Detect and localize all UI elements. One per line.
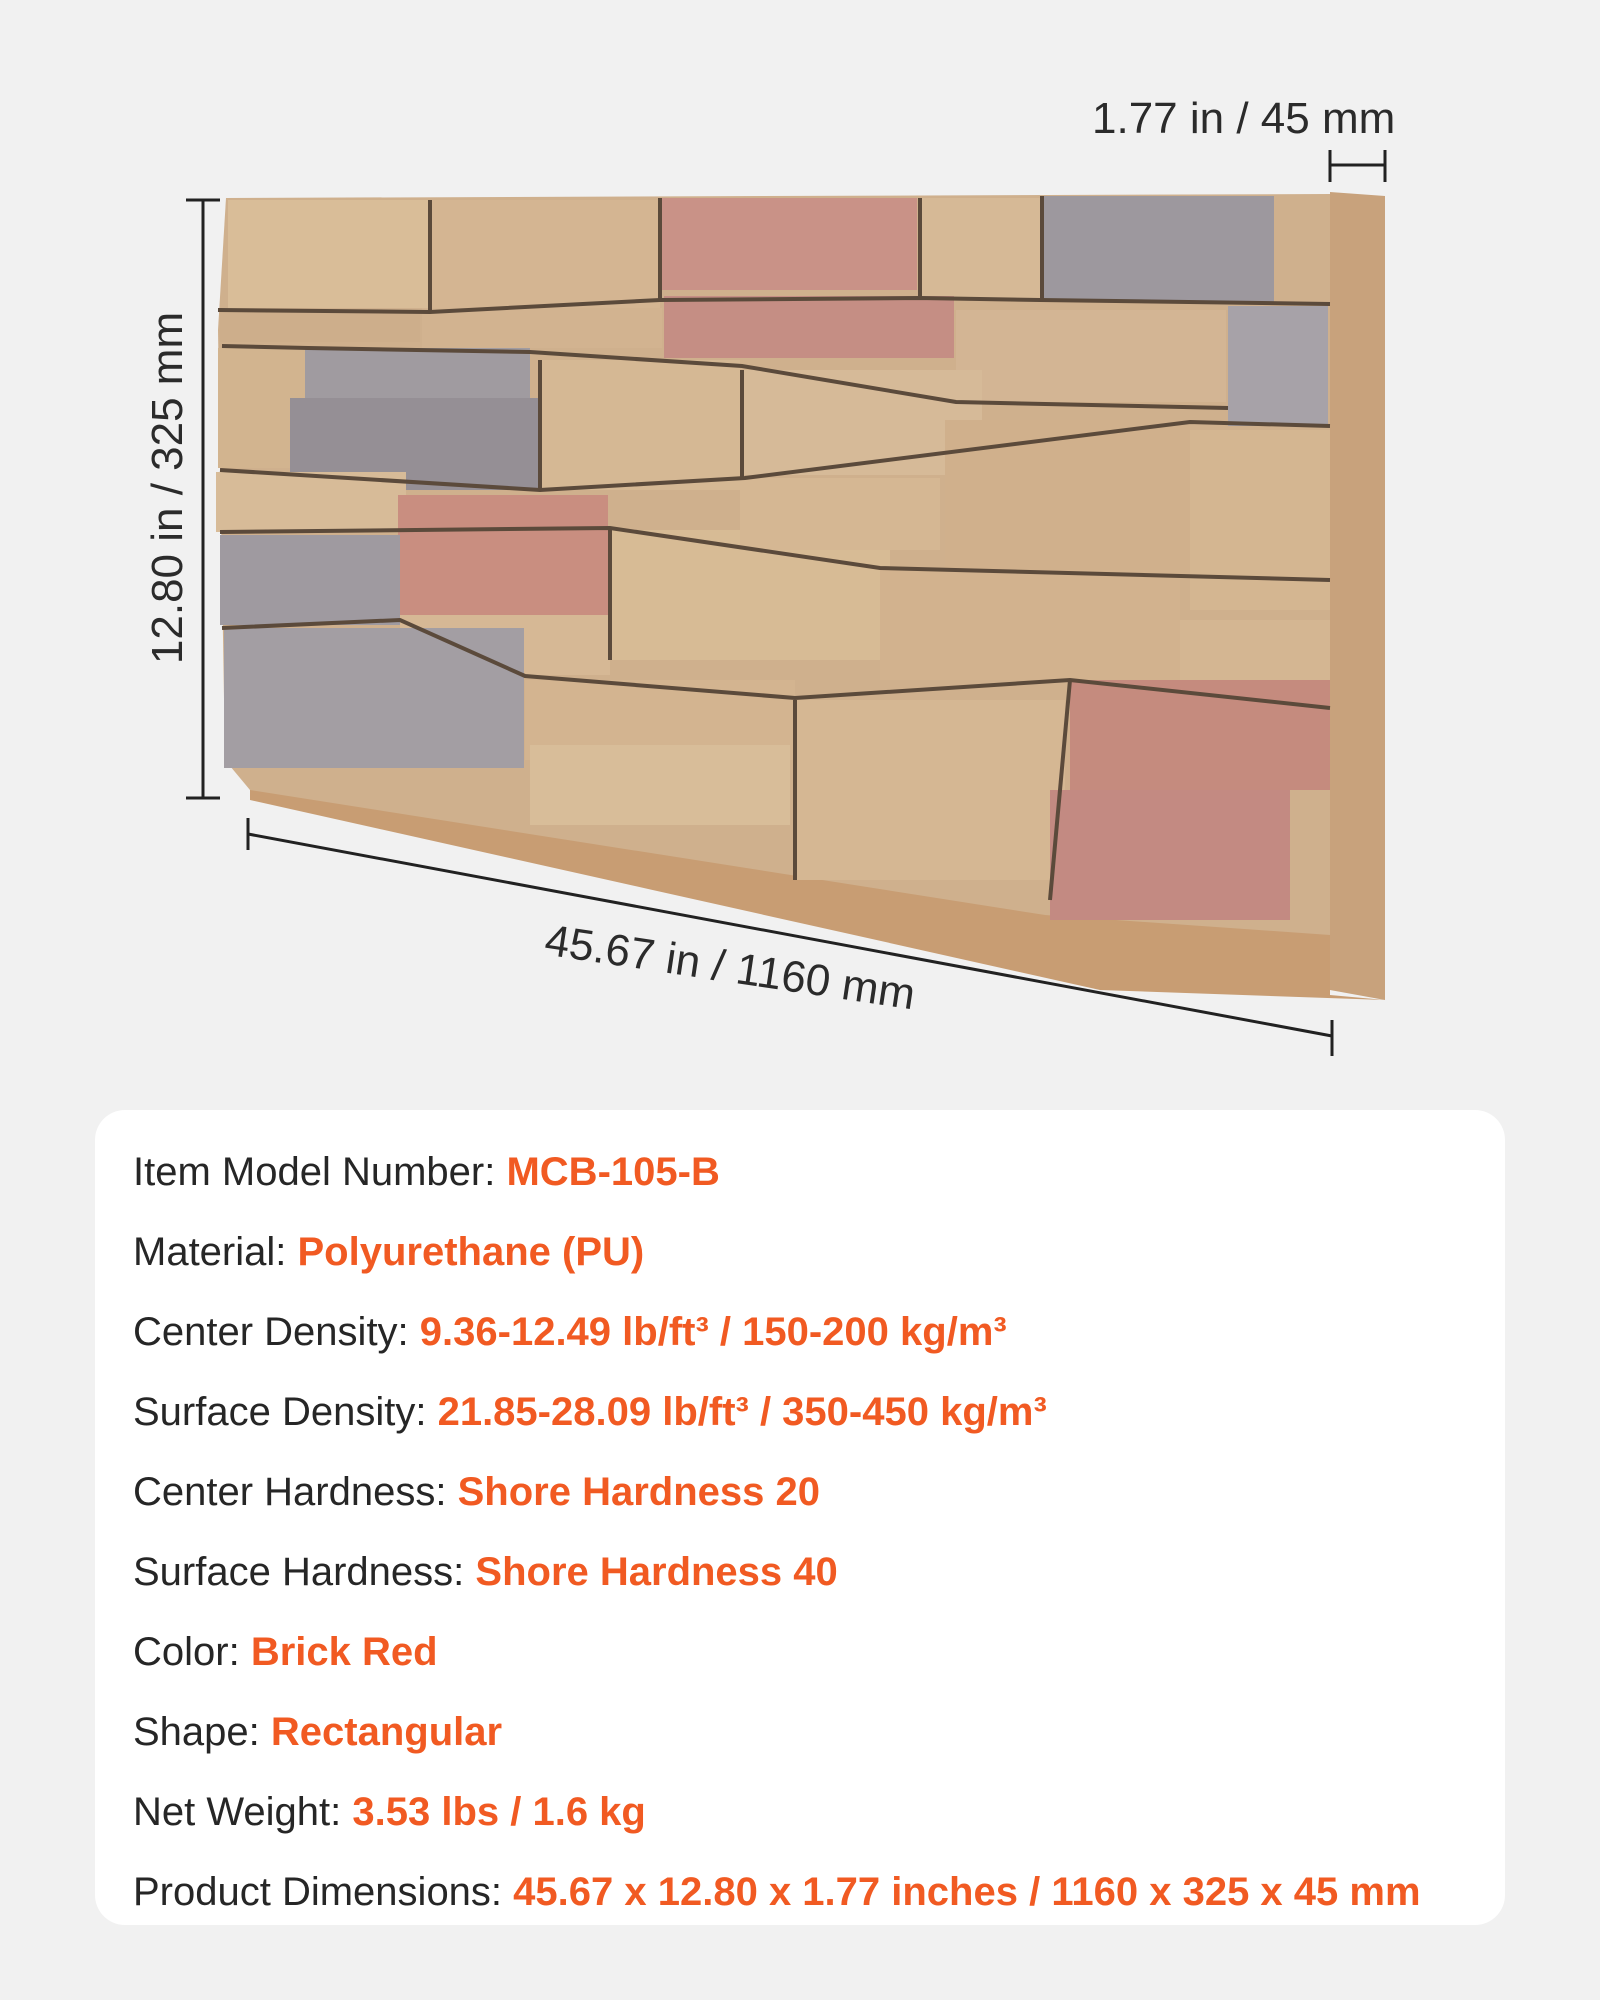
spec-label: Surface Hardness: xyxy=(133,1550,476,1594)
spec-row-product-dimensions xyxy=(133,1852,1421,1932)
spec-value: 21.85-28.09 lb/ft³ / 350-450 kg/m³ xyxy=(437,1390,1047,1434)
spec-label: Item Model Number: xyxy=(133,1150,507,1194)
spec-row-net-weight xyxy=(133,1772,1421,1852)
spec-row-surface-density xyxy=(133,1372,1421,1452)
spec-value: Brick Red xyxy=(250,1630,438,1674)
spec-row-color xyxy=(133,1612,1421,1692)
panel-side xyxy=(1330,192,1385,1000)
spec-value: 3.53 lbs / 1.6 kg xyxy=(352,1790,646,1834)
spec-label: Product Dimensions: xyxy=(133,1870,514,1914)
spec-value: Rectangular xyxy=(270,1710,503,1754)
spec-value: Shore Hardness 20 xyxy=(457,1470,820,1514)
spec-label: Color: xyxy=(133,1630,251,1674)
spec-row-model-number xyxy=(133,1132,1421,1212)
spec-row-center-hardness xyxy=(133,1452,1421,1532)
specifications-card xyxy=(95,1110,1505,1925)
spec-label: Shape: xyxy=(133,1710,271,1754)
spec-label: Center Hardness: xyxy=(133,1470,458,1514)
spec-label: Net Weight: xyxy=(133,1790,353,1834)
spec-row-center-density xyxy=(133,1292,1421,1372)
spec-row-material xyxy=(133,1212,1421,1292)
thickness-dimension-label: 1.77 in / 45 mm xyxy=(1092,94,1396,143)
spec-value: Shore Hardness 40 xyxy=(475,1550,838,1594)
height-dimension-label: 12.80 in / 325 mm xyxy=(143,311,192,665)
spec-value: 45.67 x 12.80 x 1.77 inches / 1160 x 325 x 45 mm xyxy=(513,1870,1421,1914)
spec-label: Surface Density: xyxy=(133,1390,438,1434)
spec-row-shape xyxy=(133,1692,1421,1772)
width-dimension-label: 45.67 in / 1160 mm xyxy=(541,915,919,1020)
spec-value: MCB-105-B xyxy=(506,1150,720,1194)
spec-value: Polyurethane (PU) xyxy=(297,1230,645,1274)
spec-value: 9.36-12.49 lb/ft³ / 150-200 kg/m³ xyxy=(419,1310,1007,1354)
spec-row-surface-hardness xyxy=(133,1532,1421,1612)
specifications-list xyxy=(133,1132,1421,1932)
spec-label: Material: xyxy=(133,1230,298,1274)
spec-label: Center Density: xyxy=(133,1310,420,1354)
